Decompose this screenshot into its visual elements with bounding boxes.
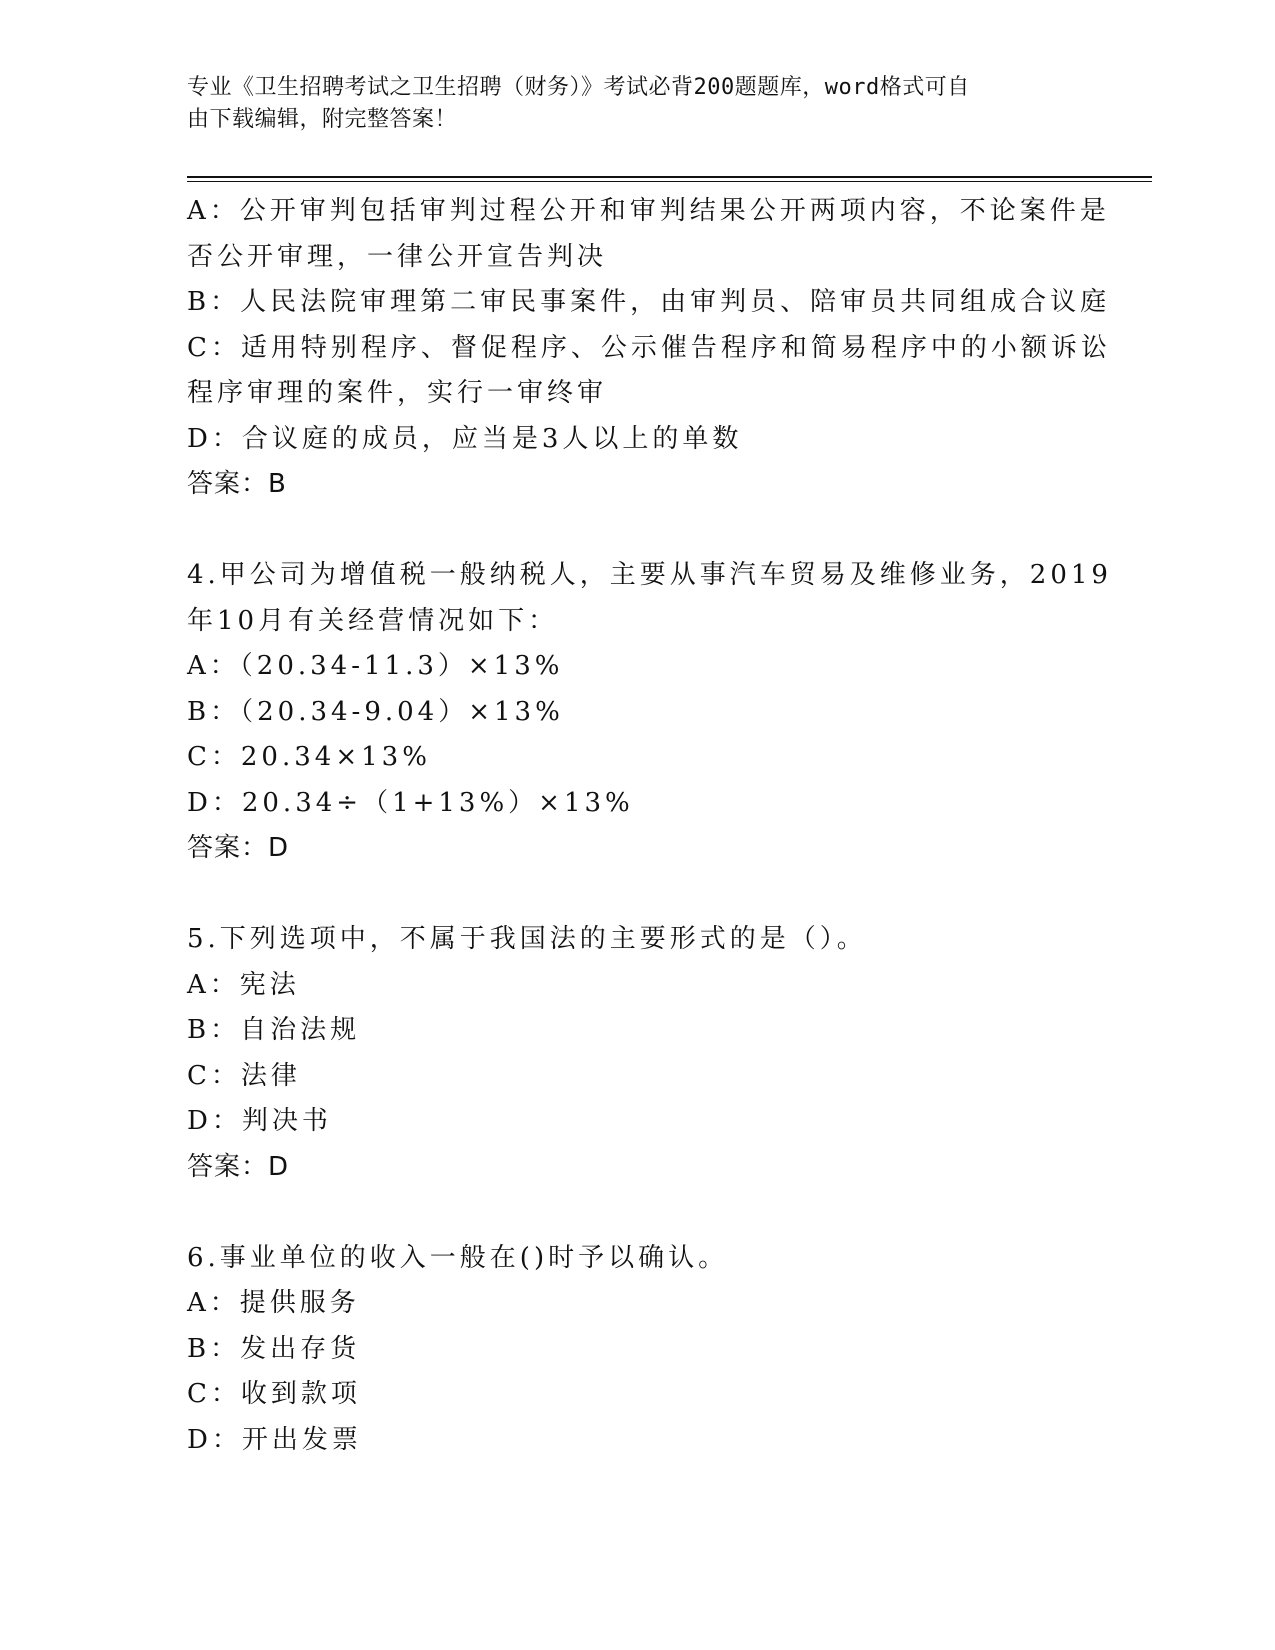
question-stem: 6.事业单位的收入一般在()时予以确认。 bbox=[187, 1242, 729, 1273]
option-b: B：人民法院审理第二审民事案件，由审判员、陪审员共同组成合议庭 bbox=[187, 287, 1111, 317]
header-line-1: 专业《卫生招聘考试之卫生招聘（财务）》考试必背200题题库，word格式可自 bbox=[187, 75, 970, 100]
option-c: C：法律 bbox=[187, 1060, 301, 1091]
option-c-line-2: 程序审理的案件，实行一审终审 bbox=[187, 378, 608, 408]
answer-label: 答案：B bbox=[187, 469, 287, 499]
question-stem-line-1: 4.甲公司为增值税一般纳税人，主要从事汽车贸易及维修业务，2019 bbox=[187, 560, 1112, 590]
header-divider-thin bbox=[187, 181, 1152, 182]
option-b: B：自治法规 bbox=[187, 1015, 361, 1045]
option-b: B：（20.34-9.04）×13% bbox=[187, 696, 564, 727]
question-5 bbox=[187, 917, 1087, 1190]
option-c: C：收到款项 bbox=[187, 1379, 361, 1409]
header-divider-thick bbox=[187, 176, 1152, 178]
document-header bbox=[187, 72, 1067, 136]
option-a: A：（20.34-11.3）×13% bbox=[187, 651, 564, 681]
question-3 bbox=[187, 189, 1111, 508]
option-a-line-1: A：公开审判包括审判过程公开和审判结果公开两项内容，不论案件是 bbox=[187, 196, 1110, 226]
option-c-line-1: C：适用特别程序、督促程序、公示催告程序和简易程序中的小额诉讼 bbox=[187, 332, 1111, 363]
option-a: A：宪法 bbox=[187, 969, 300, 1000]
option-d: D：开出发票 bbox=[187, 1424, 362, 1455]
option-b: B：发出存货 bbox=[187, 1333, 361, 1364]
option-d: D：合议庭的成员，应当是3人以上的单数 bbox=[187, 423, 743, 454]
question-list bbox=[187, 189, 1112, 1463]
option-c: C：20.34×13% bbox=[187, 742, 431, 772]
question-6 bbox=[187, 1236, 1087, 1464]
answer-label: 答案：D bbox=[187, 833, 290, 863]
spacer bbox=[187, 872, 1087, 918]
answer-label: 答案：D bbox=[187, 1151, 290, 1182]
header-line-2: 由下载编辑，附完整答案！ bbox=[187, 107, 458, 132]
option-a: A：提供服务 bbox=[187, 1288, 360, 1318]
question-stem: 5.下列选项中，不属于我国法的主要形式的是（）。 bbox=[187, 924, 867, 954]
question-4 bbox=[187, 553, 1112, 872]
spacer bbox=[187, 1190, 1087, 1236]
spacer bbox=[187, 508, 1087, 554]
question-stem-line-2: 年10月有关经营情况如下： bbox=[187, 605, 559, 636]
option-d: D：判决书 bbox=[187, 1106, 332, 1136]
option-d: D：20.34÷（1+13%）×13% bbox=[187, 787, 634, 818]
option-a-line-2: 否公开审理，一律公开宣告判决 bbox=[187, 241, 608, 272]
